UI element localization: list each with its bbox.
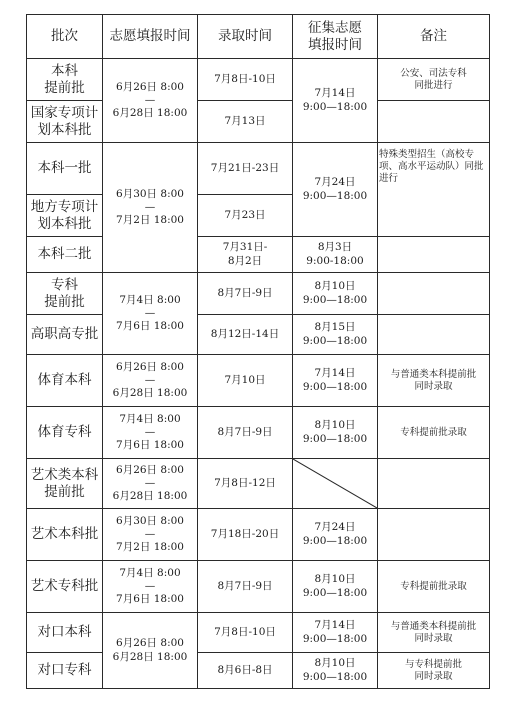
supplementary-time-cell: 7月14日 9:00—18:00 — [293, 355, 378, 407]
admission-time-cell: 7月13日 — [198, 101, 293, 143]
fill-time-cell: 6月26日 8:00 — 6月28日 18:00 — [103, 59, 198, 143]
admission-time-cell: 7月8日-10日 — [198, 59, 293, 101]
batch-cell: 体育本科 — [27, 355, 103, 407]
remark-cell: 与专科提前批 同时录取 — [378, 653, 490, 689]
admission-time-cell: 8月12日-14日 — [198, 315, 293, 355]
fill-time-cell: 7月4日 8:00 — 7月6日 18:00 — [103, 561, 198, 613]
remark-cell — [378, 273, 490, 315]
header-admission-time: 录取时间 — [198, 15, 293, 59]
batch-cell: 艺术类本科 提前批 — [27, 459, 103, 509]
remark-cell — [378, 237, 490, 273]
remark-cell — [378, 101, 490, 143]
batch-cell: 专科 提前批 — [27, 273, 103, 315]
batch-cell: 本科一批 — [27, 143, 103, 195]
remark-cell: 与普通类本科提前批 同时录取 — [378, 355, 490, 407]
header-supplementary-time: 征集志愿 填报时间 — [293, 15, 378, 59]
admission-time-cell: 8月7日-9日 — [198, 561, 293, 613]
admission-time-cell: 7月21日-23日 — [198, 143, 293, 195]
remark-cell: 公安、司法专科 同批进行 — [378, 59, 490, 101]
table-row — [27, 315, 490, 355]
batch-cell: 对口专科 — [27, 653, 103, 689]
admission-time-cell: 8月6日-8日 — [198, 653, 293, 689]
table-row — [27, 101, 490, 143]
header-fill-time: 志愿填报时间 — [103, 15, 198, 59]
fill-time-cell: 7月4日 8:00 — 7月6日 18:00 — [103, 273, 198, 355]
admission-time-cell: 7月8日-12日 — [198, 459, 293, 509]
admission-time-cell: 7月18日-20日 — [198, 509, 293, 561]
admission-time-cell: 8月7日-9日 — [198, 407, 293, 459]
admission-time-cell: 7月10日 — [198, 355, 293, 407]
table-row — [27, 653, 490, 689]
header-remarks: 备注 — [378, 15, 490, 59]
header-row — [27, 15, 490, 59]
table-row — [27, 355, 490, 407]
remark-cell — [378, 509, 490, 561]
table-row — [27, 459, 490, 509]
supplementary-time-cell: 8月10日 9:00—18:00 — [293, 653, 378, 689]
fill-time-cell: 6月26日 8:00 — 6月28日 18:00 — [103, 355, 198, 407]
admission-time-cell: 7月31日- 8月2日 — [198, 237, 293, 273]
batch-cell: 本科 提前批 — [27, 59, 103, 101]
admission-time-cell: 7月8日-10日 — [198, 613, 293, 653]
remark-cell: 与普通类本科提前批 同时录取 — [378, 613, 490, 653]
fill-time-cell: 7月4日 8:00 — 7月6日 18:00 — [103, 407, 198, 459]
batch-cell: 艺术本科批 — [27, 509, 103, 561]
batch-cell: 高职高专批 — [27, 315, 103, 355]
fill-time-cell: 6月30日 8:00 — 7月2日 18:00 — [103, 143, 198, 273]
admission-schedule-table — [26, 14, 490, 689]
fill-time-cell: 6月26日 8:00 — 6月28日 18:00 — [103, 459, 198, 509]
table-row — [27, 237, 490, 273]
supplementary-time-cell: 8月10日 9:00—18:00 — [293, 561, 378, 613]
supplementary-time-cell: 8月15日 9:00—18:00 — [293, 315, 378, 355]
supplementary-time-cell: 8月10日 9:00—18:00 — [293, 273, 378, 315]
batch-cell: 艺术专科批 — [27, 561, 103, 613]
batch-cell: 本科二批 — [27, 237, 103, 273]
fill-time-cell: 6月26日 8:00 6月28日 18:00 — [103, 613, 198, 689]
table-row — [27, 59, 490, 101]
supplementary-time-cell: 8月10日 9:00—18:00 — [293, 407, 378, 459]
remark-cell — [378, 315, 490, 355]
admission-time-cell: 8月7日-9日 — [198, 273, 293, 315]
supplementary-time-cell: 8月3日 9:00-18:00 — [293, 237, 378, 273]
remark-cell: 特殊类型招生（高校专项、高水平运动队）同批进行 — [378, 143, 490, 237]
table-row — [27, 509, 490, 561]
supplementary-time-cell: 7月24日 9:00—18:00 — [293, 509, 378, 561]
batch-cell: 体育专科 — [27, 407, 103, 459]
table-row — [27, 273, 490, 315]
remark-cell: 专科提前批录取 — [378, 561, 490, 613]
table-row — [27, 143, 490, 195]
table-row — [27, 407, 490, 459]
empty-diagonal-cell — [293, 459, 378, 509]
batch-cell: 对口本科 — [27, 613, 103, 653]
remark-cell: 专科提前批录取 — [378, 407, 490, 459]
batch-cell: 国家专项计 划本科批 — [27, 101, 103, 143]
table-row — [27, 613, 490, 653]
fill-time-cell: 6月30日 8:00 — 7月2日 18:00 — [103, 509, 198, 561]
supplementary-time-cell: 7月24日 9:00—18:00 — [293, 143, 378, 237]
supplementary-time-cell: 7月14日 9:00—18:00 — [293, 613, 378, 653]
remark-cell — [378, 459, 490, 509]
admission-time-cell: 7月23日 — [198, 195, 293, 237]
table-row — [27, 561, 490, 613]
header-batch: 批次 — [27, 15, 103, 59]
supplementary-time-cell: 7月14日 9:00—18:00 — [293, 59, 378, 143]
diagonal-slash-line — [293, 459, 377, 508]
batch-cell: 地方专项计 划本科批 — [27, 195, 103, 237]
